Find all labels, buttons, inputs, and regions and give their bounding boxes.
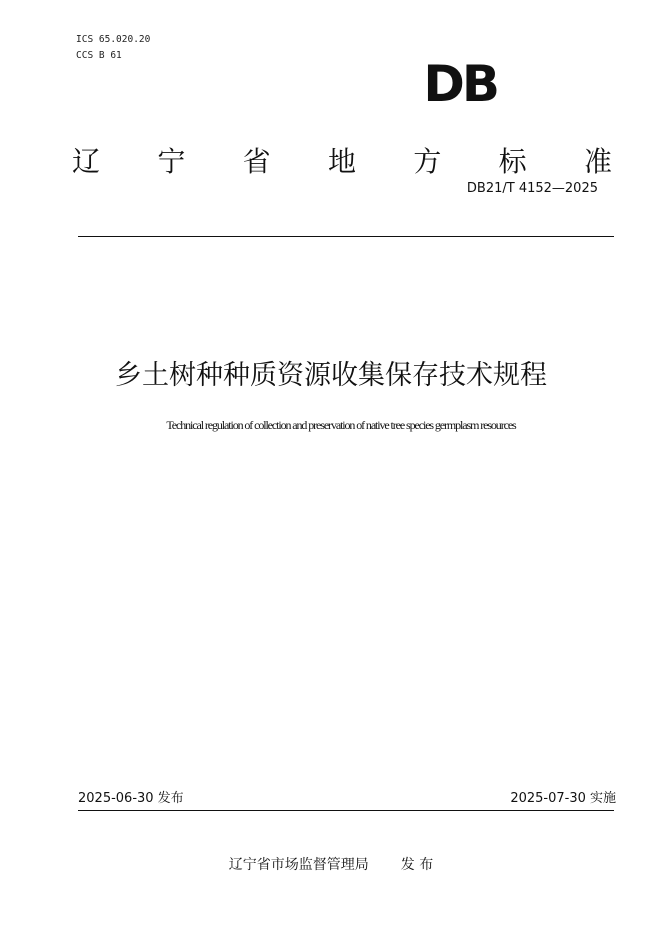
issuer-line <box>0 855 662 875</box>
issuer-name: 辽宁省市场监督管理局 <box>228 857 369 873</box>
document-title-cn: 乡土树种种质资源收集保存技术规程 <box>115 360 547 391</box>
db-logo: DB <box>423 55 497 113</box>
implementation-date: 2025-07-30 实施 <box>510 791 616 806</box>
top-divider <box>78 236 614 237</box>
bottom-divider <box>78 810 614 811</box>
standard-type-char: 准 <box>583 145 612 178</box>
standard-type-char: 方 <box>413 145 442 178</box>
ccs-code: CCS B 61 <box>76 50 122 61</box>
document-title-en: Technical regulation of collection and preservation of native tree species germplasm resources <box>166 418 516 432</box>
standard-number: DB21/T 4152—2025 <box>466 181 598 196</box>
issuer-action: 发 布 <box>400 857 434 873</box>
standard-type-char: 宁 <box>157 145 186 178</box>
standard-type-char: 地 <box>327 145 356 178</box>
standard-type-char: 辽 <box>72 145 101 178</box>
issue-date: 2025-06-30 发布 <box>78 791 184 806</box>
standard-type-char: 省 <box>242 145 271 178</box>
standard-type-title <box>72 142 612 182</box>
standard-type-char: 标 <box>498 145 527 178</box>
ics-code: ICS 65.020.20 <box>76 34 151 45</box>
classification-codes <box>76 32 150 64</box>
